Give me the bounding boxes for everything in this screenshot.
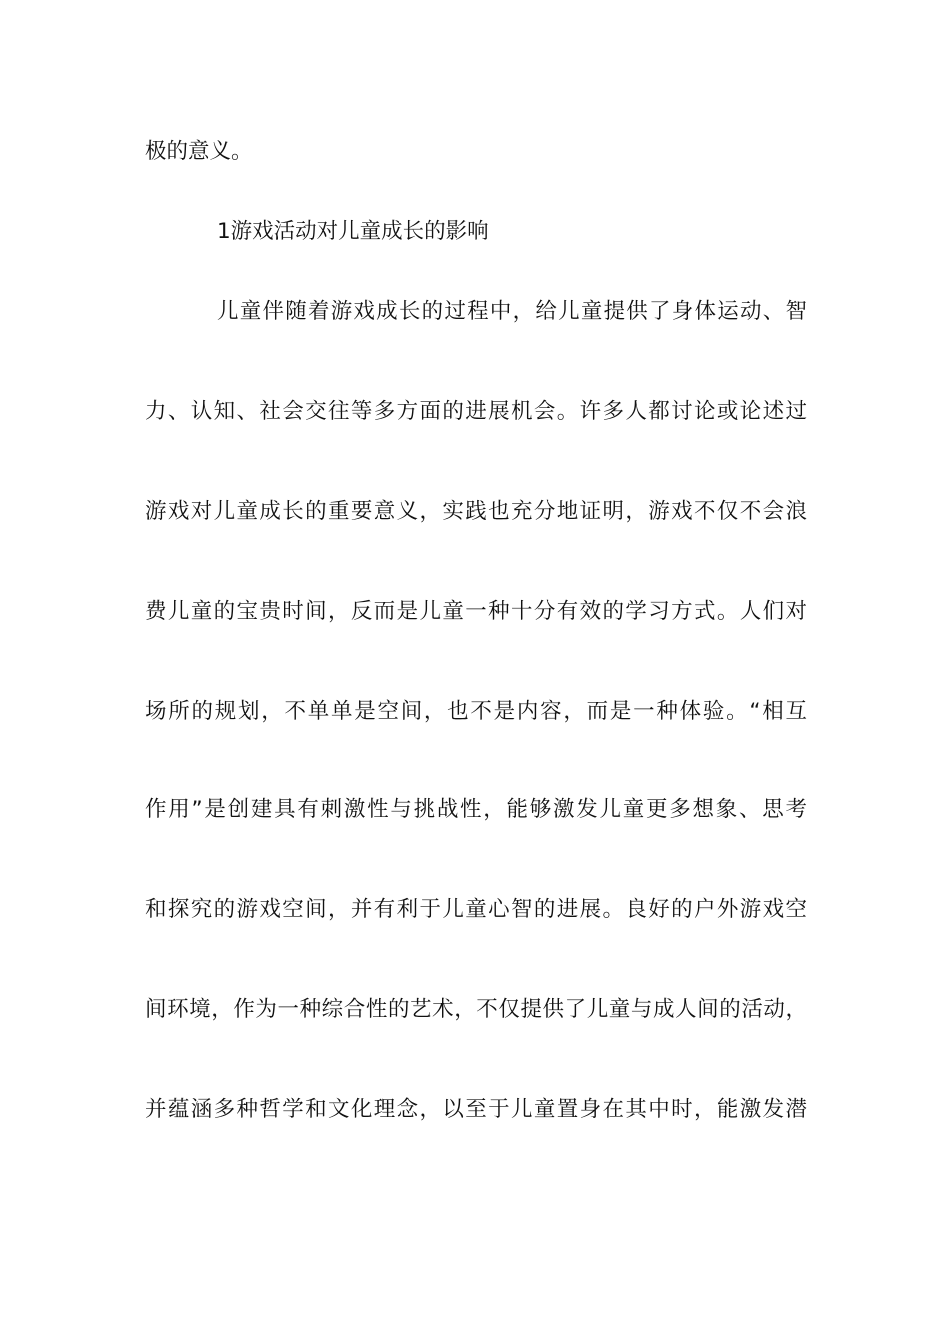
paragraph-line-5: 场所的规划，不单单是空间，也不是内容，而是一种体验。“相互 — [145, 699, 807, 724]
paragraph-continuation-line: 极的意义。 — [145, 139, 253, 164]
paragraph-line-2: 力、认知、社会交往等多方面的进展机会。许多人都讨论或论述过 — [145, 399, 807, 424]
paragraph-line-7: 和探究的游戏空间，并有利于儿童心智的进展。良好的户外游戏空 — [145, 897, 807, 922]
paragraph-line-9: 并蕴涵多种哲学和文化理念，以至于儿童置身在其中时，能激发潜 — [145, 1097, 807, 1122]
paragraph-line-4: 费儿童的宝贵时间，反而是儿童一种十分有效的学习方式。人们对 — [145, 599, 807, 624]
paragraph-line-1: 儿童伴随着游戏成长的过程中，给儿童提供了身体运动、智 — [217, 299, 807, 324]
section-heading: 1游戏活动对儿童成长的影响 — [217, 219, 489, 244]
paragraph-line-3: 游戏对儿童成长的重要意义，实践也充分地证明，游戏不仅不会浪 — [145, 499, 807, 524]
paragraph-line-8: 间环境，作为一种综合性的艺术，不仅提供了儿童与成人间的活动， — [145, 997, 807, 1022]
paragraph-line-6: 作用”是创建具有刺激性与挑战性，能够激发儿童更多想象、思考 — [145, 797, 807, 822]
